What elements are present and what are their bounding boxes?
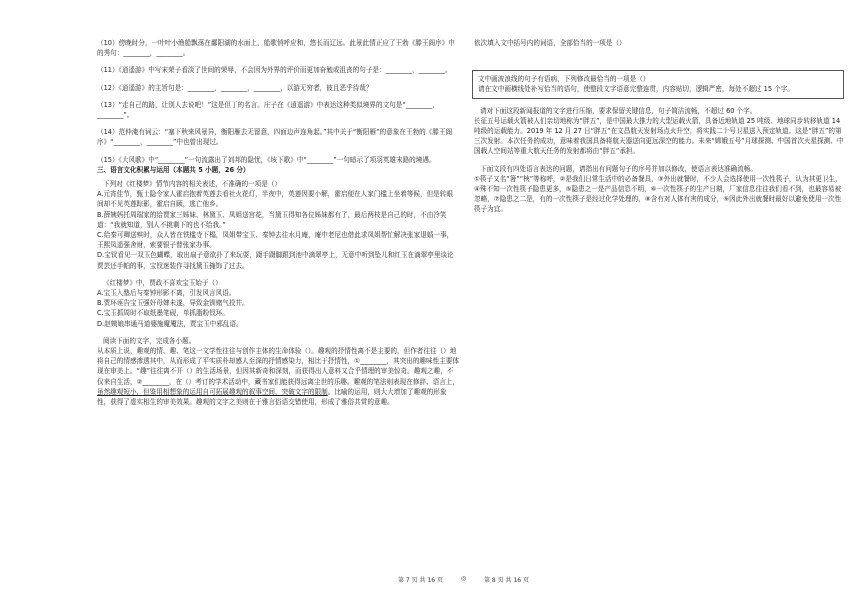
chopsticks-question-stem: 下面文段有四处语言表达的问题，请指出有问题句子的序号并加以修改，使语言表达准确流畅。	[480, 164, 757, 173]
option-a: A.宝玉入塾后与秦钟形影不离，引发风言风语。	[97, 289, 236, 298]
question-fill-words: 依次填入文中括号内的词语，全部恰当的一项是（）	[474, 39, 626, 47]
question-11: （11）《逍遥游》中写宋荣子看淡了世间的荣辱，不会因为外界的评价而更加奋勉或沮丧的句子是：________，________。	[97, 66, 452, 75]
option-b: B.贾环诬告宝玉强奸母婢未遂，导致金钏赌气投井。	[97, 299, 249, 308]
option-d: D.赵姨娘串通马道婆施魔魇法，贾宝玉中邪乱语。	[97, 319, 243, 328]
page-number-left: 第 7 页 共 16 页	[398, 577, 443, 584]
question-box	[472, 70, 844, 98]
question-10: （10）傍晚时分，一叶叶小渔船飘荡在鄱阳湖的水面上，船歌悄呼应和，悠长而辽远。此景此情正应了王勃《滕王阁序》中的秀句：________，________。	[97, 39, 455, 58]
option-c: C.给秦可卿送殡时，众人皆在铁槛寺下榻，凤姐带宝玉、秦钟去往水月庵，庵中老尼也借此求凤姐帮忙解决张家退婚一事，王熙凤遥强舍财，索要银子替张家办事。	[97, 231, 454, 250]
reading-passage	[97, 346, 459, 407]
news-passage: 长征五号运载火箭被人们亲切地称为“胖五”，是中国最大推力的大型运载火箭，具备近地轨道 25 吨级、地球同步转移轨道 14 吨级的运载能力。2019 年 12 月 27 日“胖五”在文昌航天发射场点火升空，将实践二十号卫星送入预定轨道。这是“胖五”的第三次发射。本次任务的成功，意味着我国具备将航天器送向更远深空的能力。未来“嫦娥五号”月球探测、中国首次火星探测、中国载人空间站等重大航天任务的发射都将由“胖五”承担。	[474, 116, 844, 156]
honglou-q1-stem: 下列对《红楼梦》情节内容的相关表述，不准确的一项是（）	[103, 180, 282, 189]
option-b: B.薛姨妈托周瑞家的给贾家三姊妹、林黛玉、凤姐送宫花，当黛玉得知各位姊妹都有了，最后两枝是自己的时，不由冷笑道：“我就知道，别人不挑剩下的也不给我。”	[97, 210, 447, 229]
page-number-right: 第 8 页 共 16 页	[484, 577, 529, 584]
question-13: （13）“走自己的路，让别人去说吧！”这是但丁的名言。庄子在《逍遥游》中表达这种类似境界的文句是“________，________”。	[97, 100, 439, 120]
reading-intro: 阅读下面的文字，完成各小题。	[103, 336, 196, 345]
question-15: （15）《大风歌》中“________”一句流露出了刘邦的隐忧，《垓下歌》中“________”一句暗示了项羽英雄末路的境遇。	[97, 155, 436, 164]
section-heading: 三、语言文化积累与运用（本题共 5 小题，26 分）	[97, 165, 250, 174]
box-line-2: 请在文中画横线处补写恰当的语句，使整段文字语意完整连贯，内容贴切，逻辑严密，每处不超过 15 个字。	[478, 85, 794, 94]
question-12: （12）《逍遥游》的主旨句是：________，________，________，以游无穷者，彼且恶乎待哉？	[97, 83, 373, 92]
wavy-underlined-sentence: 虽然趣观短小，但鉴用相想象的运用自可拓展趣观的叙事空间，突破文字的限制	[97, 387, 328, 396]
chopsticks-passage: ①筷子又名“箸”“梜”等称呼，②是我们日常生活中的必备餐具，③外出就餐时，不少人会选择使用一次性筷子，认为其更卫生，④殊不知一次性筷子隐患更多，⑤隐患之一是产品信息不明，⑥一次性筷子的生产日期，厂家信息往往我们看不到，也最容易被忽略，⑦隐患之二是，有的一次性筷子是经过化学处理的，⑧含有对人体有害的成分，⑨因此外出就餐时最好以避免使用一次性筷子为宜。	[474, 174, 842, 214]
question-14: （14）范仲淹有词云：“塞下秋来风景异，衡阳雁去无留意，四面边声连角起。”其中关于“衡阳雁”的意象在王勃的《滕王阁序》“________，________”中也曾出现过。	[97, 128, 453, 147]
left-column	[97, 38, 459, 407]
news-question-stem: 请对下面这段新闻报道的文字进行压缩，要求保留关键信息，句子简洁流畅，不超过 60 个字。	[480, 106, 757, 115]
option-c: C.宝玉抓周时不取纸墨笔砚，单抓脂粉钗环。	[97, 309, 229, 318]
right-column	[474, 38, 844, 215]
passage-text: 从本质上说，趣观的情、趣、笔这一文学性往往与创作主体的生命体验（）。趣观的抒情性离不是主要的，但作者往往（）地将自己的情感渗透其中，从而形成了平实质朴却感人至深的抒情感染力，相比于抒情性，①________，其突出的趣味性主要体现在审美上。“趣”往往离不开（）的生活场景，但因其新奇和深刻，而获得出人意料又合乎情理的审美惊奇。趣观之趣，不仅来自生活，②________，在（）考订的学术活动中，藏书家们能获得远离尘世的乐趣。趣观的笔法则表现在修辞、语言上，	[97, 347, 459, 386]
passage-text: 。比喻的运用，则大大增加了趣观的形象性，获得了虚实相生的审美效果。趣观的文字之美则在于雅言俗语交错使用，形成了雅俗共赏的意趣。	[97, 387, 447, 407]
honglou-q2-stem: 《红楼梦》中，贾政不喜欢宝玉始于（）	[103, 278, 222, 287]
option-d: D.宝钗看见一双玉色蝴蝶，取出扇子意欲扑了来玩耍，蹑手蹑脚跟到池中滴翠亭上，无意中听到坠儿和红玉在滴翠亭里谈论贾芸还手帕的事，宝钗迷装作寻找黛玉掩饰了过去。	[97, 251, 454, 270]
binding-circle-icon: ◎	[461, 575, 467, 582]
option-a: A.元宵佳节，甄士隐令家人霍启抱着英莲去看社火花灯，半夜中，英莲因要小解，霍启便在人家门槛上坐着等候，但是转眼间却不见英莲踪影，霍启自顾，逃亡他乡。	[97, 190, 453, 209]
box-line-1: 文中画波浪线的句子有语病，下列修改最恰当的一项是（）	[478, 75, 650, 84]
